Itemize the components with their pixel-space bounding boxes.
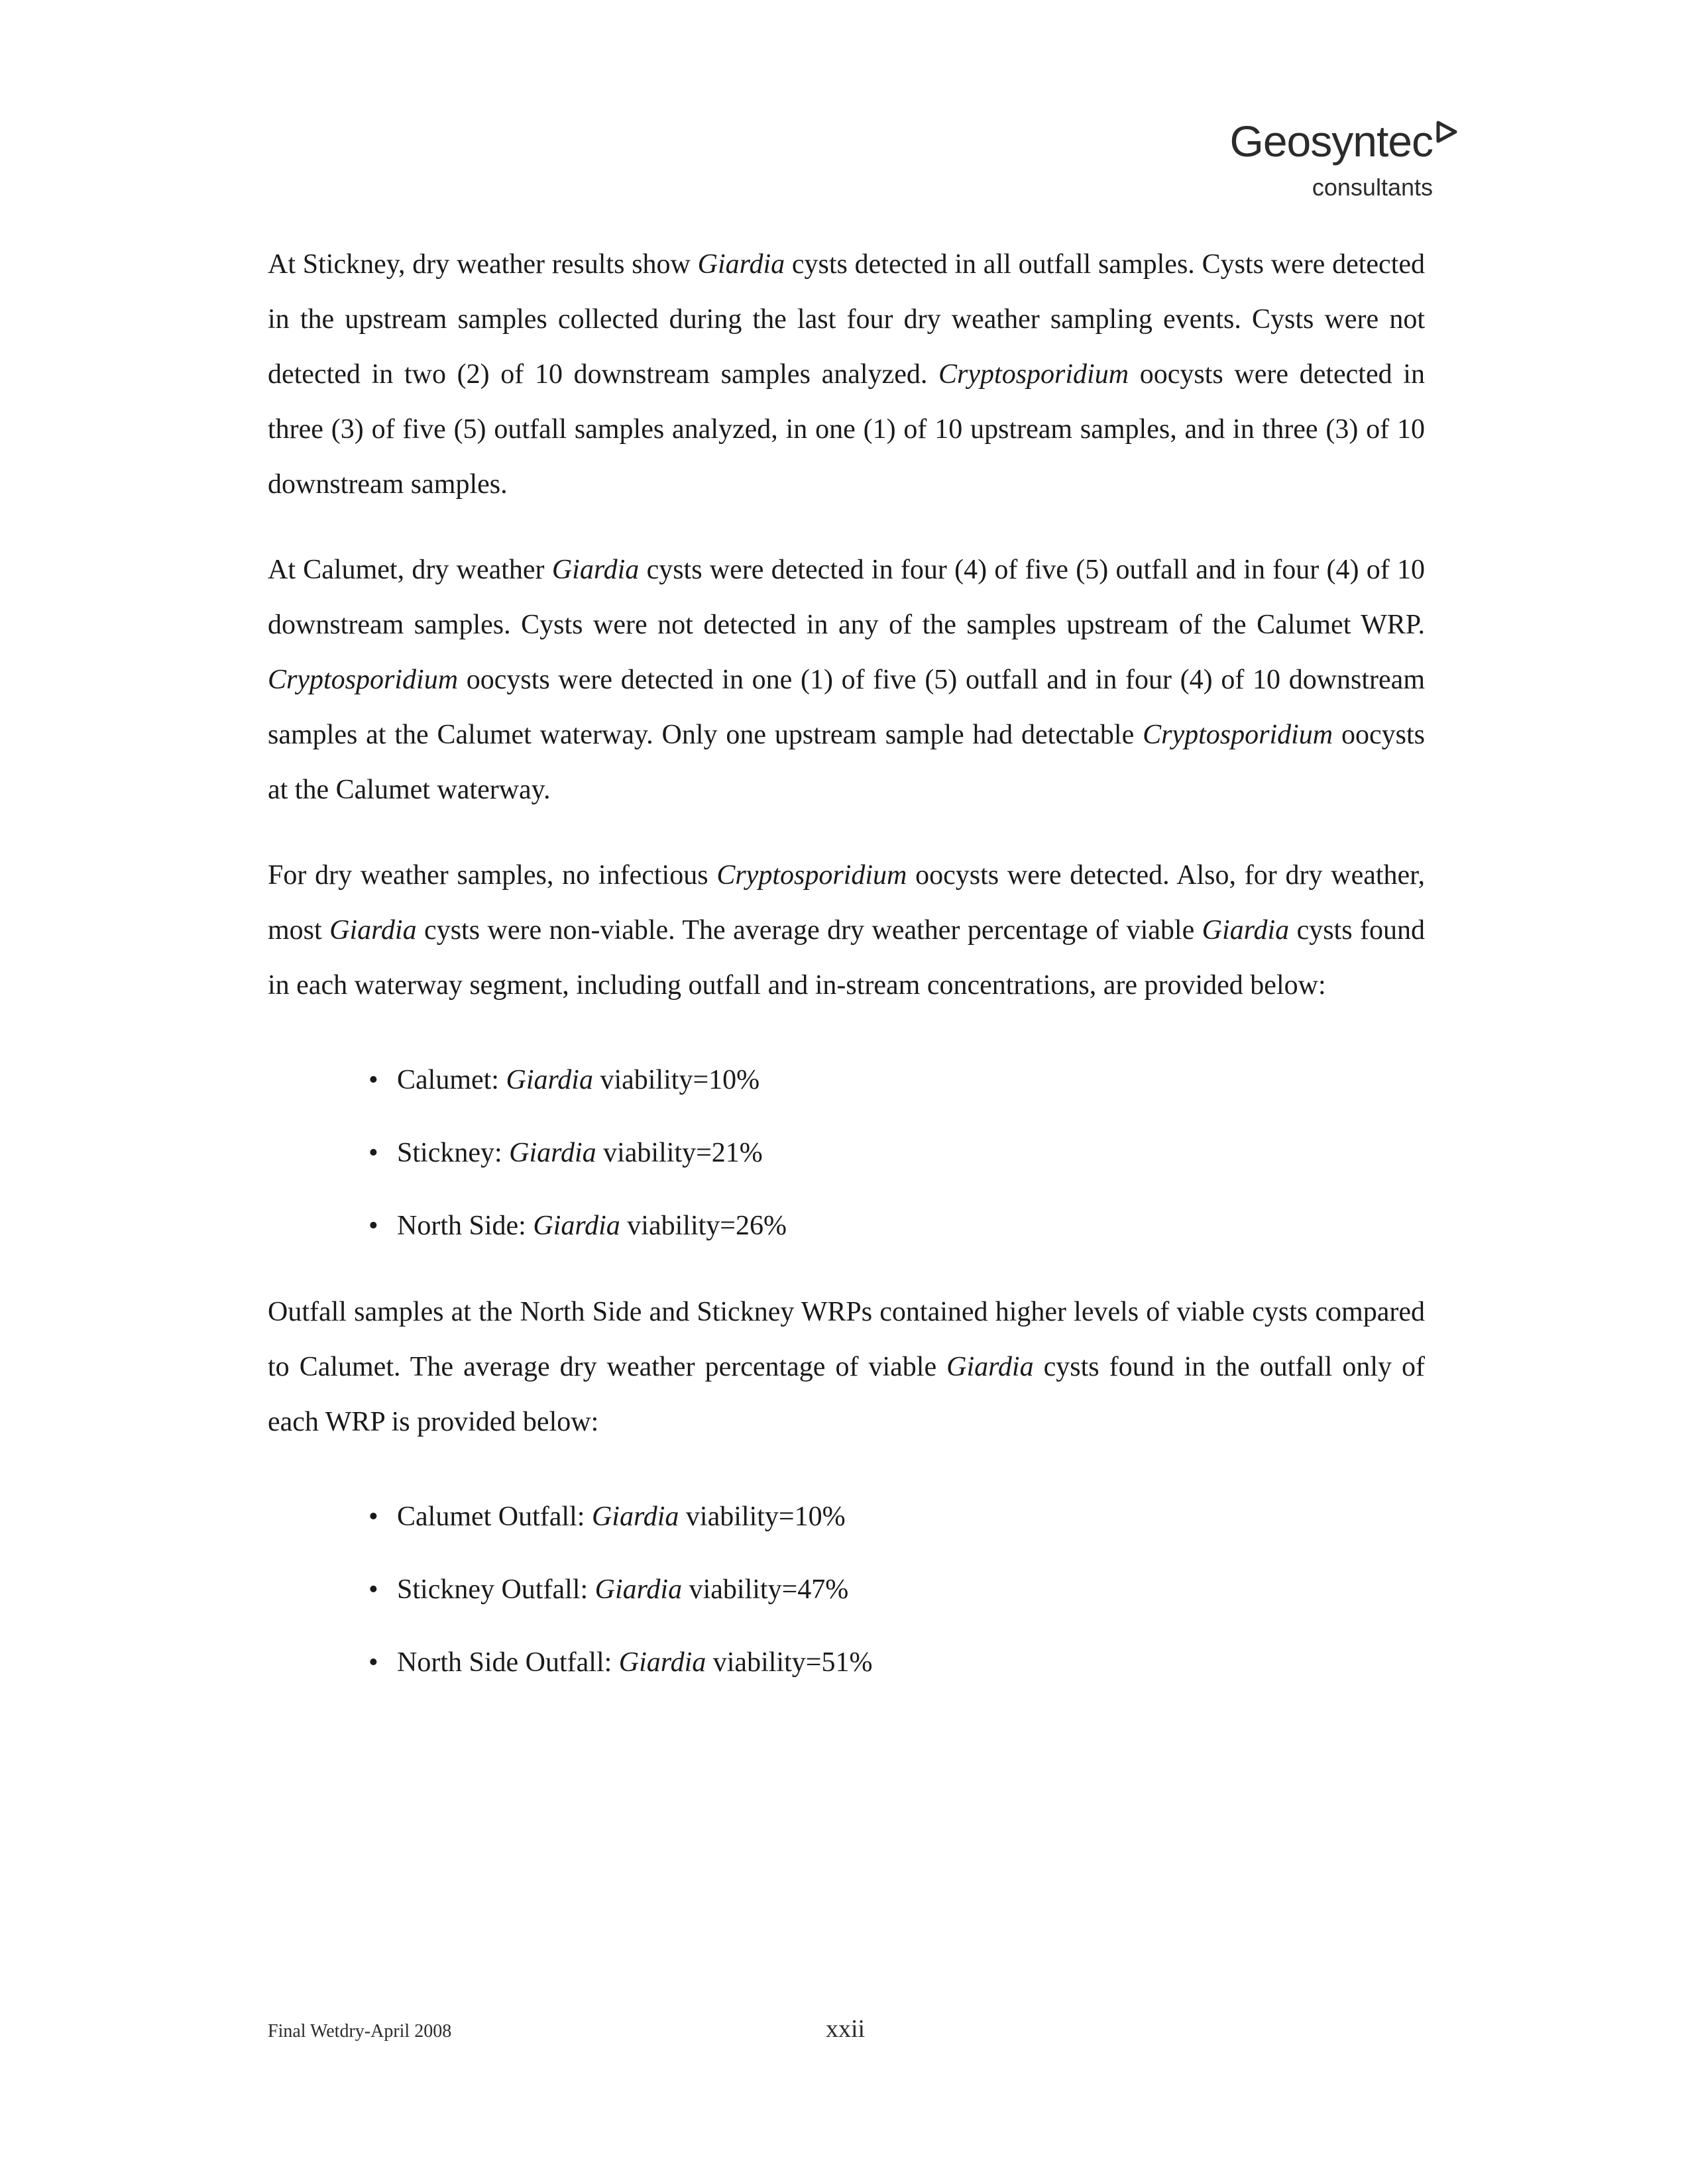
company-logo xyxy=(1230,119,1434,201)
bullet-icon: • xyxy=(368,1647,378,1678)
italic-term: Cryptosporidium xyxy=(716,860,907,891)
bullet-text: Calumet Outfall: xyxy=(397,1502,592,1532)
text-run: For dry weather samples, no infectious xyxy=(268,860,717,891)
text-run: At Stickney, dry weather results show xyxy=(268,249,698,280)
list-item xyxy=(268,1480,1425,1553)
italic-term: Cryptosporidium xyxy=(268,665,459,695)
italic-term: Cryptosporidium xyxy=(1143,720,1333,750)
bullet-text: Calumet: xyxy=(397,1065,506,1095)
text-run: Outfall samples at the North Side and Stickney WRPs contained higher levels of viable cysts compared to Calumet. The average dry weather percentage of viable xyxy=(268,1297,1425,1382)
list-item xyxy=(268,1626,1425,1699)
bullet-text: Stickney: xyxy=(397,1138,510,1168)
outfall-viability-list xyxy=(268,1480,1425,1699)
text-run: cysts found in the outfall only of each WRP is provided below: xyxy=(268,1352,1425,1437)
italic-term: Giardia xyxy=(329,915,417,946)
italic-term: Giardia xyxy=(551,555,640,585)
bullet-text: viability=26% xyxy=(620,1211,787,1241)
paragraph-outfall xyxy=(268,1285,1425,1450)
bullet-text: viability=47% xyxy=(682,1574,849,1605)
list-item xyxy=(268,1044,1425,1117)
body-content xyxy=(268,237,1425,1721)
italic-term: Giardia xyxy=(697,249,785,280)
text-run: At Calumet, dry weather xyxy=(268,555,552,585)
bullet-icon: • xyxy=(368,1574,378,1605)
bullet-text: North Side: xyxy=(397,1211,534,1241)
bullet-text: North Side Outfall: xyxy=(397,1647,619,1678)
list-item xyxy=(268,1117,1425,1189)
bullet-icon: • xyxy=(368,1065,378,1095)
paragraph-calumet xyxy=(268,543,1425,818)
italic-term: Giardia xyxy=(1202,915,1290,946)
text-run: cysts found in each waterway segment, including outfall and in-stream concentrations, are provided below: xyxy=(268,915,1425,1001)
bullet-text: viability=10% xyxy=(592,1065,760,1095)
logo-name: Geosyntec xyxy=(1229,117,1433,166)
italic-term: Giardia xyxy=(946,1352,1034,1382)
bullet-text: viability=51% xyxy=(706,1647,873,1678)
text-run: cysts were detected in four (4) of five (5) outfall and in four (4) of 10 downstream samples. Cysts were not detected in any of the samples upstream of the Calumet WRP. xyxy=(268,555,1425,640)
segment-viability-list xyxy=(268,1044,1425,1262)
italic-term: Cryptosporidium xyxy=(938,359,1129,390)
list-item xyxy=(268,1553,1425,1626)
paragraph-stickney xyxy=(268,237,1425,512)
bullet-text: Stickney Outfall: xyxy=(397,1574,595,1605)
italic-term: Giardia xyxy=(533,1211,620,1241)
italic-term: Giardia xyxy=(509,1138,596,1168)
italic-term: Giardia xyxy=(594,1574,683,1605)
logo-subtitle: consultants xyxy=(1312,174,1433,201)
text-run: cysts detected in all outfall samples. Cysts were detected in the upstream samples collected during the last four dry weather sampling events. Cysts were not detected in two (2) of 10 downstream samples analyzed. xyxy=(268,249,1426,390)
bullet-text: viability=10% xyxy=(679,1502,846,1532)
text-run: oocysts were detected. Also, for dry weather, most xyxy=(268,860,1425,946)
logo-wordmark xyxy=(1229,117,1434,166)
text-run: oocysts were detected in three (3) of five (5) outfall samples analyzed, in one (1) of 10 upstream samples, and in three (3) of 10 downstream samples. xyxy=(268,359,1425,500)
list-item xyxy=(268,1189,1425,1262)
bullet-icon: • xyxy=(368,1138,378,1168)
text-run: oocysts at the Calumet waterway. xyxy=(268,720,1425,805)
bullet-icon: • xyxy=(368,1211,378,1241)
page-number: xxii xyxy=(826,2015,866,2043)
italic-term: Giardia xyxy=(591,1502,679,1532)
bullet-text: viability=21% xyxy=(596,1138,763,1168)
text-run: cysts were non-viable. The average dry weather percentage of viable xyxy=(416,915,1202,946)
text-run: oocysts were detected in one (1) of five (5) outfall and in four (4) of 10 downstream samples at the Calumet waterway. Only one upstream sample had detectable xyxy=(268,665,1425,750)
bullet-icon: • xyxy=(368,1502,378,1532)
italic-term: Giardia xyxy=(618,1647,706,1678)
paragraph-dry-weather xyxy=(268,848,1425,1013)
arrow-triangle-icon xyxy=(1435,121,1458,143)
footer-document-title: Final Wetdry-April 2008 xyxy=(268,2021,452,2042)
italic-term: Giardia xyxy=(506,1065,593,1095)
